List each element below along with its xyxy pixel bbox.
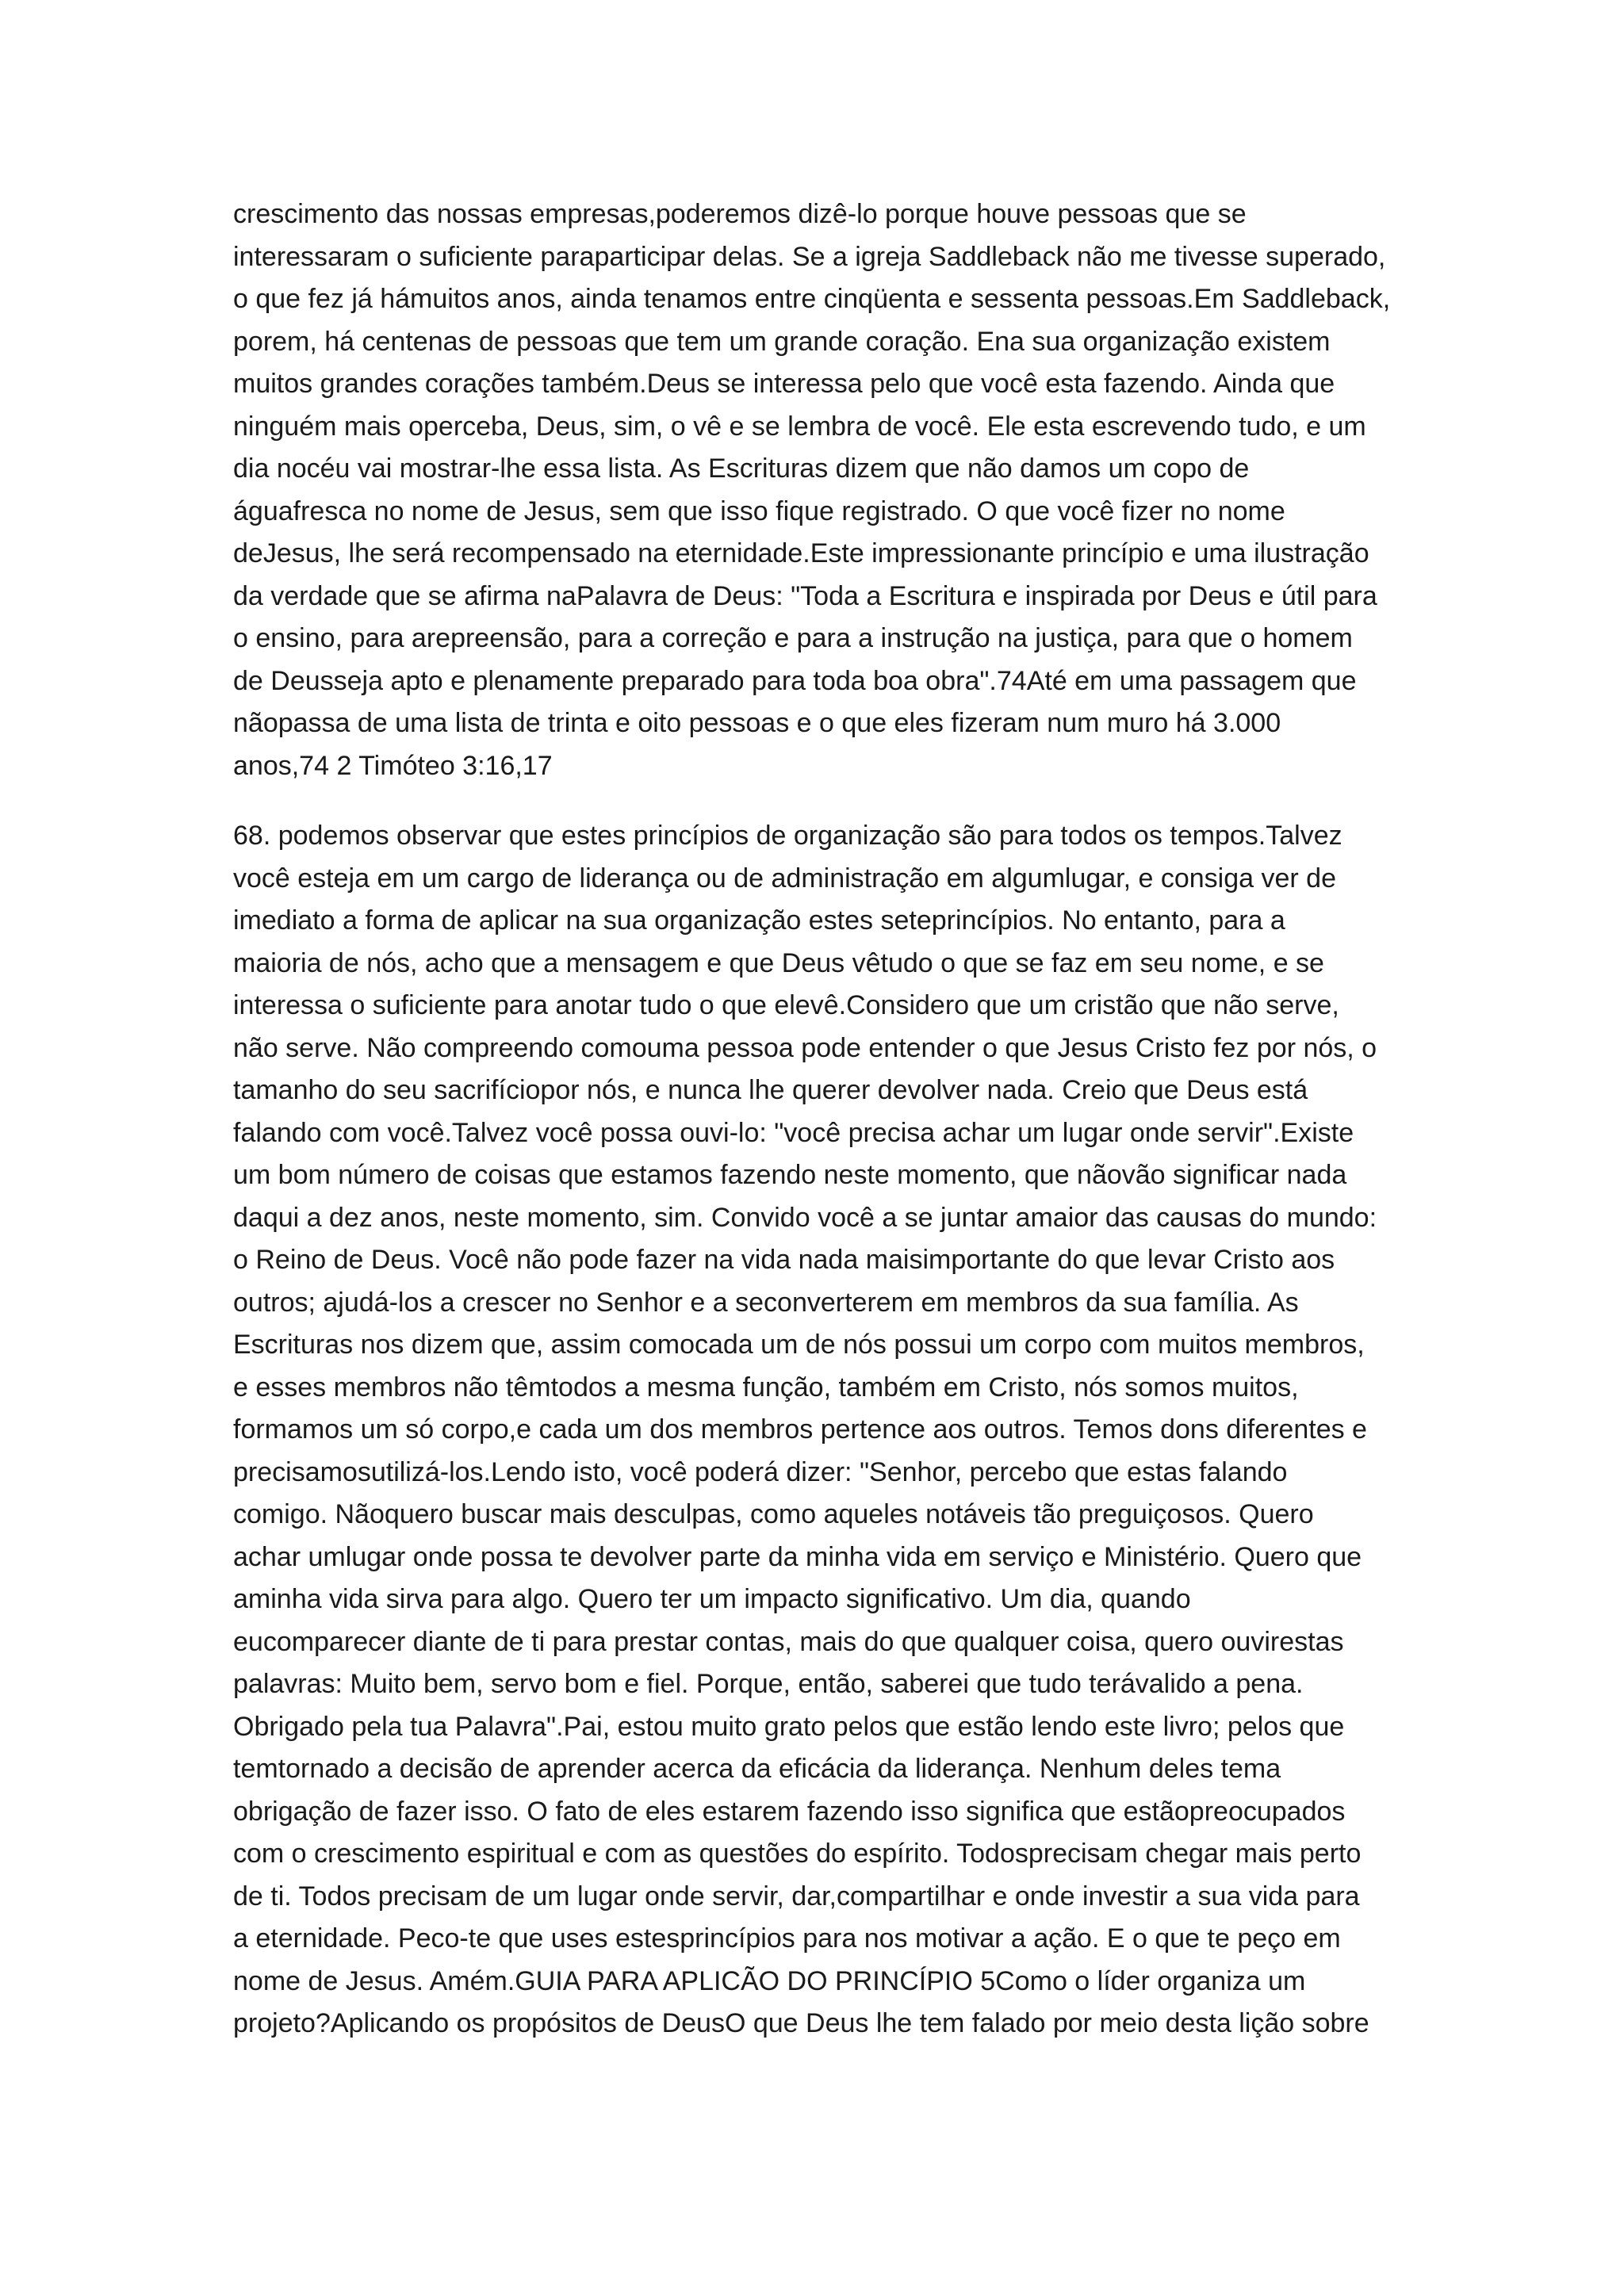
paragraph-1: crescimento das nossas empresas,poderemos dizê-lo porque houve pessoas que se interessaram o suficiente paraparticipar delas. Se a igreja Saddleback não me tivesse superado, o que fez já hámuitos anos, ainda tenamos entre cinqüenta e sessenta pessoas.Em Saddleback, porem, há centenas de pessoas que tem um grande coração. Ena sua organização existem muitos grandes corações também.Deus se interessa pelo que você esta fazendo. Ainda que ninguém mais operceba, Deus, sim, o vê e se lembra de você. Ele esta escrevendo tudo, e um dia nocéu vai mostrar-lhe essa lista. As Escrituras dizem que não damos um copo de águafresca no nome de Jesus, sem que isso fique registrado. O que você fizer no nome deJesus, lhe será recompensado na eternidade.Este impressionante princípio e uma ilustração da verdade que se afirma naPalavra de Deus: "Toda a Escritura e inspirada por Deus e útil para o ensino, para arepreensão, para a correção e para a instrução na justiça, para que o homem de Deusseja apto e plenamente preparado para toda boa obra".74Até em uma passagem que nãopassa de uma lista de trinta e oito pessoas e o que eles fizeram num muro há 3.000 anos,74 2 Timóteo 3:16,17 [233, 199, 1391, 781]
paragraph-2: 68. podemos observar que estes princípios de organização são para todos os tempos.Talvez você esteja em um cargo de liderança ou de administração em algumlugar, e consiga ver de imediato a forma de aplicar na sua organização estes seteprincípios. No entanto, para a maioria de nós, acho que a mensagem e que Deus vêtudo o que se faz em seu nome, e se interessa o suficiente para anotar tudo o que elevê.Considero que um cristão que não serve, não serve. Não compreendo comouma pessoa pode entender o que Jesus Cristo fez por nós, o tamanho do seu sacrifíciopor nós, e nunca lhe querer devolver nada. Creio que Deus está falando com você.Talvez você possa ouvi-lo: "você precisa achar um lugar onde servir".Existe um bom número de coisas que estamos fazendo neste momento, que nãovão significar nada daqui a dez anos, neste momento, sim. Convido você a se juntar amaior das causas do mundo: o Reino de Deus. Você não pode fazer na vida nada maisimportante do que levar Cristo aos outros; ajudá-los a crescer no Senhor e a seconverterem em membros da sua família. As Escrituras nos dizem que, assim comocada um de nós possui um corpo com muitos membros, e esses membros não têmtodos a mesma função, também em Cristo, nós somos muitos, formamos um só corpo,e cada um dos membros pertence aos outros. Temos dons diferentes e precisamosutilizá-los.Lendo isto, você poderá dizer: "Senhor, percebo que estas falando comigo. Nãoquero buscar mais desculpas, como aqueles notáveis tão preguiçosos. Quero achar umlugar onde possa te devolver parte da minha vida em serviço e Ministério. Quero que aminha vida sirva para algo. Quero ter um impacto significativo. Um dia, quando eucomparecer diante de ti para prestar contas, mais do que qualquer coisa, quero ouvirestas palavras: Muito bem, servo bom e fiel. Porque, então, saberei que tudo terávalido a pena. Obrigado pela tua Palavra".Pai, estou muito grato pelos que estão lendo este livro; pelos que temtornado a decisão de aprender acerca da eficácia da liderança. Nenhum deles tema obrigação de fazer isso. O fato de eles estarem fazendo isso significa que estãopreocupados com o crescimento espiritual e com as questões do espírito. Todosprecisam chegar mais perto de ti. Todos precisam de um lugar onde servir, dar,compartilhar e onde investir a sua vida para a eternidade. Peco-te que uses estesprincípios para nos motivar a ação. E o que te peço em nome de Jesus. Amém.GUIA PARA APLICÃO DO PRINCÍPIO 5Como o líder organiza um projeto?Aplicando os propósitos de DeusO que Deus lhe tem falado por meio desta lição sobre [233, 821, 1377, 2038]
